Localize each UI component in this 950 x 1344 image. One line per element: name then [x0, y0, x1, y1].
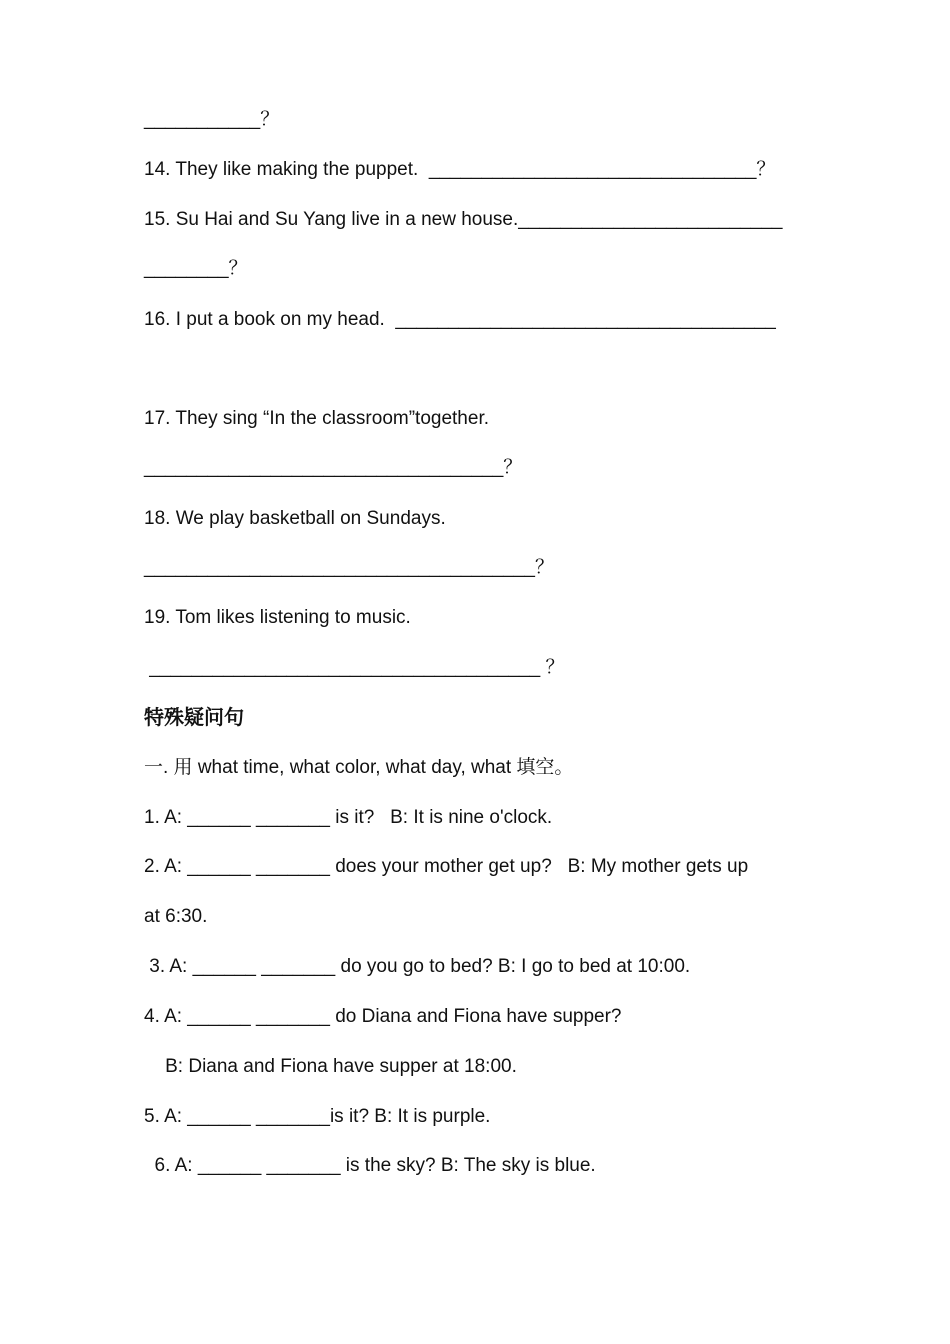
- answer-line-13: ___________？: [144, 109, 280, 130]
- exercise-3: 3. A: ______ _______ do you go to bed? B: I go to bed at 10:00.: [144, 956, 691, 977]
- exercise-5: 5. A: ______ _______is it? B: It is purple.: [144, 1106, 491, 1127]
- question-16: 16. I put a book on my head. ____________________________________: [144, 309, 776, 330]
- question-14: 14. They like making the puppet. _______________________________？: [144, 159, 776, 180]
- question-18: 18. We play basketball on Sundays.: [144, 508, 446, 529]
- answer-line-17: __________________________________？: [144, 457, 523, 478]
- exercise-4: 4. A: ______ _______ do Diana and Fiona have supper?: [144, 1006, 622, 1027]
- exercise-4-answer: B: Diana and Fiona have supper at 18:00.: [144, 1056, 517, 1077]
- answer-line-15: ________？: [144, 258, 248, 279]
- question-17: 17. They sing “In the classroom”together.: [144, 408, 489, 429]
- answer-line-19: _____________________________________ ？: [144, 657, 565, 678]
- section-heading: 特殊疑问句: [144, 707, 244, 729]
- exercise-2-continued: at 6:30.: [144, 906, 208, 927]
- question-19: 19. Tom likes listening to music.: [144, 607, 411, 628]
- exercise-2: 2. A: ______ _______ does your mother get up? B: My mother gets up: [144, 856, 749, 877]
- exercise-1: 1. A: ______ _______ is it? B: It is nine o'clock.: [144, 807, 553, 828]
- section-instruction: 一. 用 what time, what color, what day, what 填空。: [144, 757, 574, 778]
- question-15: 15. Su Hai and Su Yang live in a new house._________________________: [144, 209, 783, 230]
- answer-line-18: _____________________________________？: [144, 557, 554, 578]
- exercise-6: 6. A: ______ _______ is the sky? B: The sky is blue.: [144, 1155, 596, 1176]
